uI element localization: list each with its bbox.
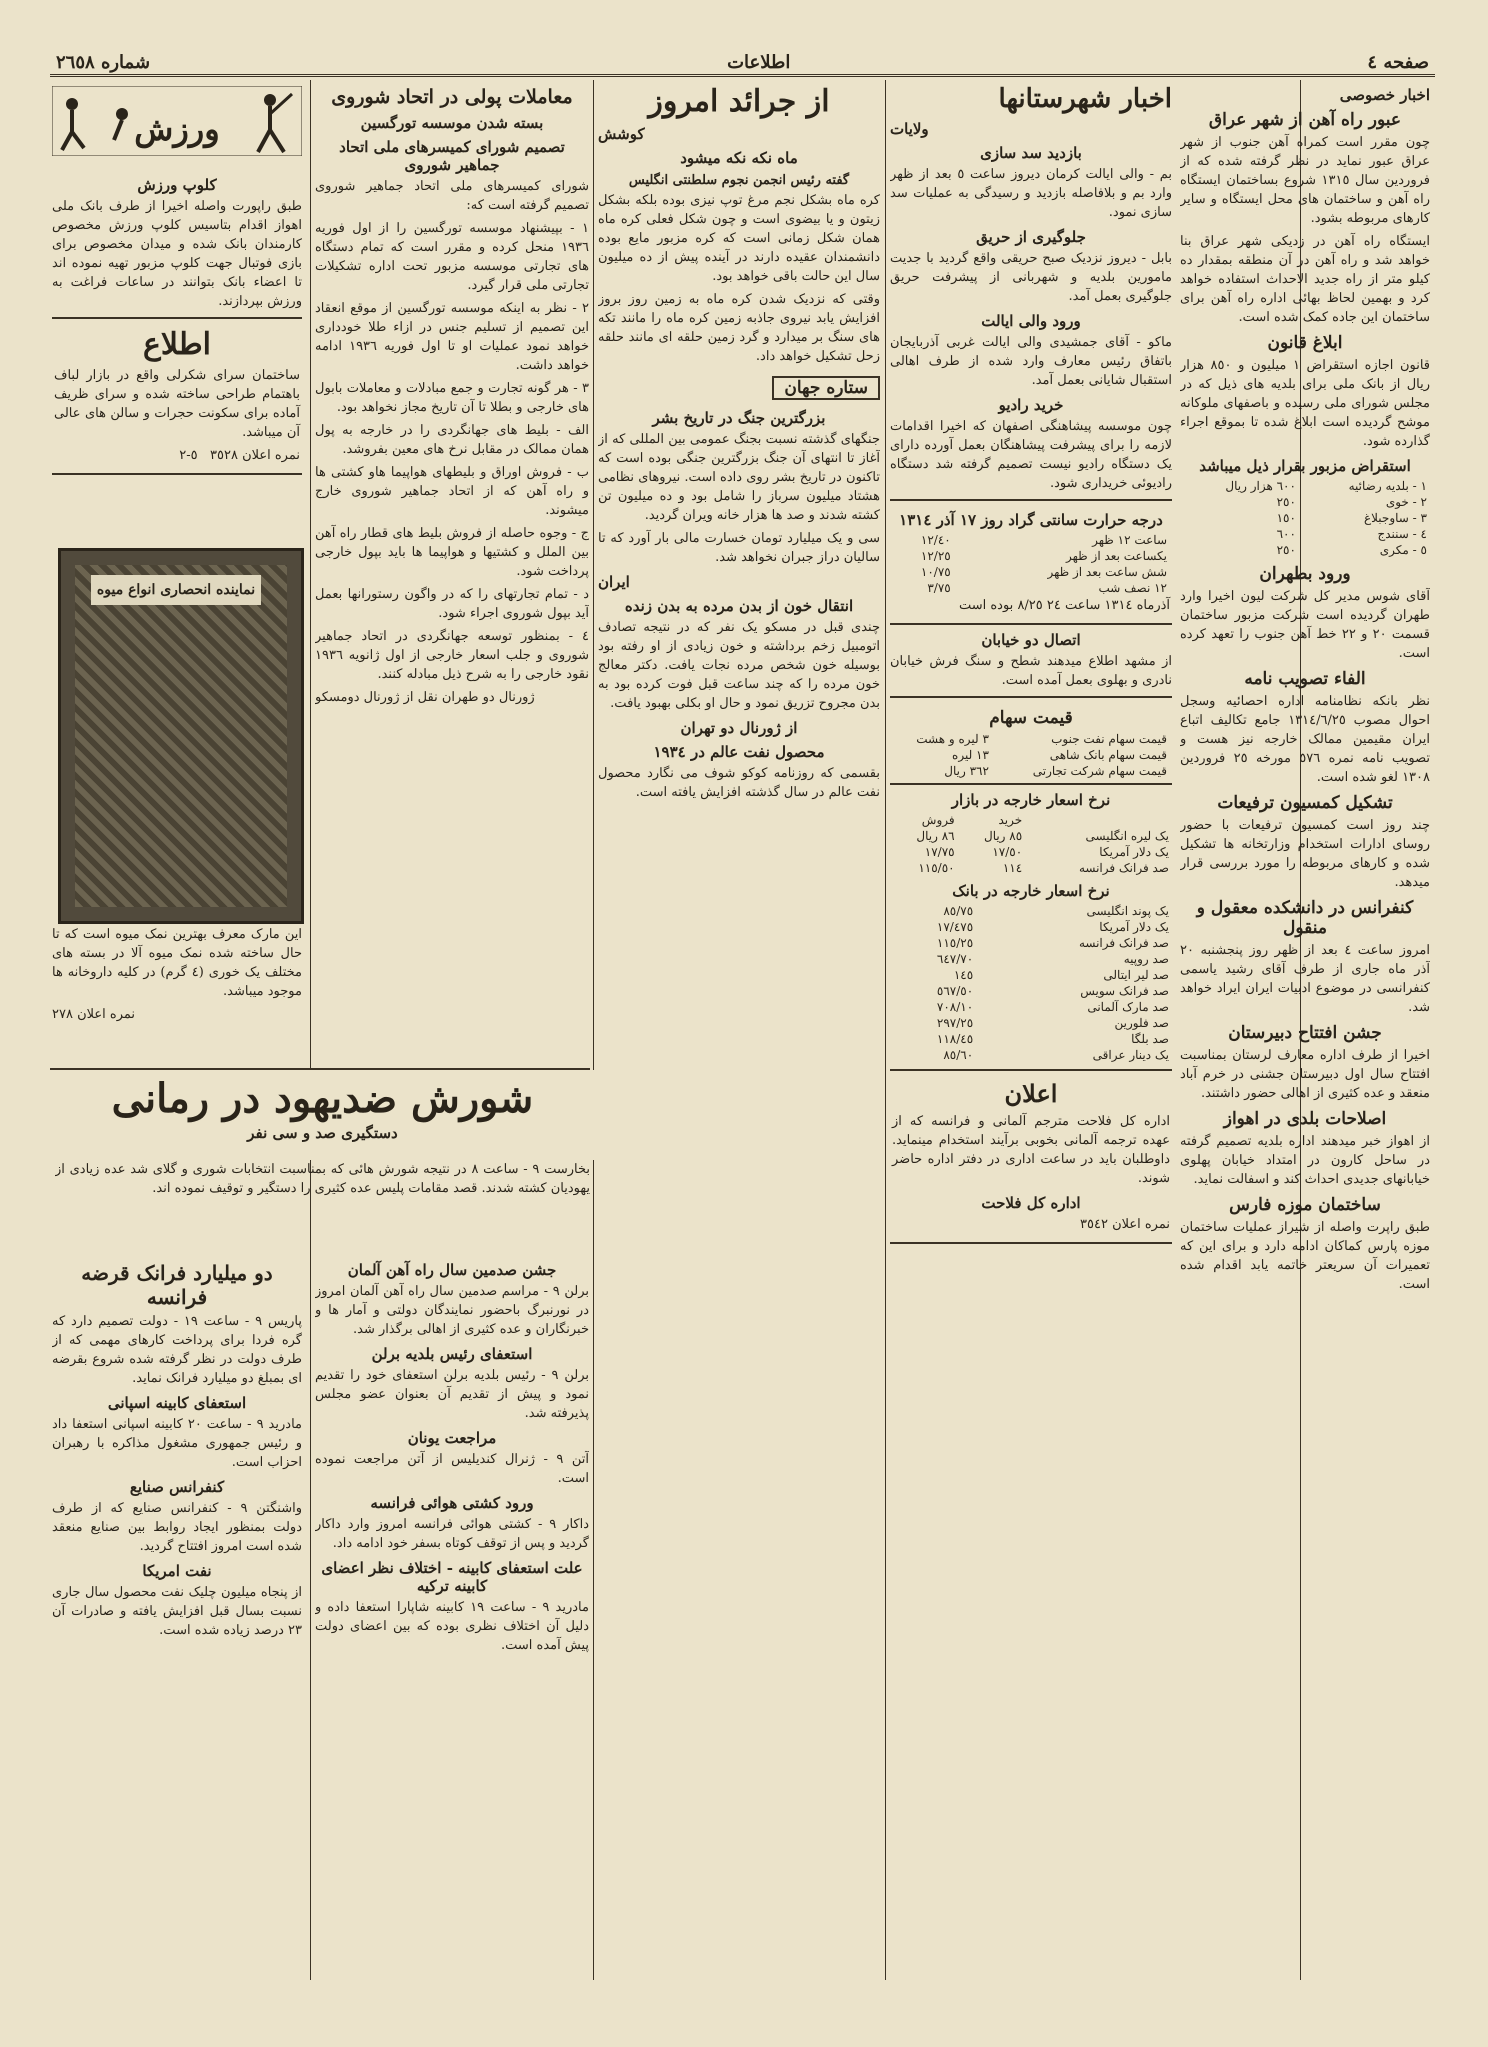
article-title: علت استعفای کابینه - اختلاف نظر اعضای کابینه ترکیه [321, 1559, 583, 1595]
column-sport [52, 170, 302, 540]
article-title: کنفرانس صنایع [129, 1478, 225, 1496]
ad-number: نمره اعلان ٣٥٤٢ [1080, 1217, 1170, 1232]
fx2-table [890, 903, 1172, 1063]
table-row: یک دینار عراقی ٨٥/٦٠ [943, 1048, 1169, 1062]
article-title: استعفای رئیس بلدیه برلن [371, 1345, 533, 1363]
wide-subheadline: دستگیری صد و سی نفر [247, 1124, 398, 1142]
article-text: بابل - دیروز نزدیک صبح حریقی واقع گردید با جدیت مامورین بلدیه و شهربانی از پیشرفت حریق جلوگیری بعمل آمد. [890, 251, 1172, 304]
article-text: مادرید ٩ - ساعت ١٩ کابینه شاپارا استعفا داده و دلیل آن اختلاف نظری بوده که بین اعضای دولت پیش آمده است. [315, 1600, 589, 1653]
article-text: آقای شوس مدیر کل شرکت لیون اخیرا وارد طهران گردیده است شرکت مزبور ساختمان قسمت ٢٠ و ٢٢ خط آهن جنوب را تعهد کرده است. [1180, 589, 1430, 661]
article-text: ب - فروش اوراق و بلیطهای هواپیما هاو کشتی ها و راه آهن که از اتحاد جماهیر شوروی خارج میشوند. [315, 465, 589, 518]
wide-headline-block [55, 1075, 590, 1160]
article-text: نظر بانکه نظامنامه اداره احصائیه وسجل احوال مصوب ١٣١٤/٦/٢٥ جامع تکالیف اتباع ایران مقیمین ممالک خارجه نیز هست و تصویب نامه نمره ٥٧٦ مورخه ٢٥ فروردین ١٣٠٨ لغو شده است. [1180, 694, 1430, 785]
fx-table [890, 812, 1172, 876]
table-row: ٤ - سنندج ٦٠٠ [1276, 527, 1427, 541]
article-title: عبور راه آهن از شهر عراق [1208, 110, 1402, 130]
table-row: ١٢ نصف شب ٣/٧٥ [927, 581, 1167, 595]
stocks-title: قیمت سهام [989, 708, 1073, 728]
article-subtitle: گفته رئیس انجمن نجوم سلطنتی انگلیس [628, 173, 850, 188]
table-row: قیمت سهام بانک شاهی ١٣ لیره [952, 748, 1167, 762]
stocks-box [890, 696, 1172, 785]
article-text: د - تمام تجارتهای را که در واگون رستورانها بعمل آید بپول شوروی اجراء شود. [315, 587, 589, 621]
table-row: ١ - بلدیه رضائیه ٦٠٠ هزار ریال [1225, 479, 1427, 493]
article-title: ورود کشتی هوائی فرانسه [370, 1494, 534, 1512]
poster-caption-block [52, 925, 302, 1065]
article-text: برلن ٩ - رئیس بلدیه برلن استعفای خود را تقدیم نمود و پیش از تقدیم آن بعنوان عضو مجلس پذیرفته شد. [315, 1368, 589, 1421]
article-text: کره ماه بشکل نجم مرغ توپ نیزی بوده بلکه بشکل زیتون و یا بیضوی است و چون شکل فعلی کره ماه همان شکل زمانی است که کره مزبور مایع بوده دانشمندان عقیده دارند در آینده پیش از ده میلیون سال این حالت باقی خواهد بود. [598, 193, 880, 284]
poster-text: نماینده انحصاری انواع میوه [91, 575, 261, 605]
article-text: چند روز است کمسیون ترفیعات با حضور روسای ادارات استخدام وزارتخانه ها تشکیل شده و کارهای مربوطه را مورد بررسی قرار میدهد. [1180, 818, 1430, 890]
article-subtitle: بسته شدن موسسه تورگسین [360, 114, 544, 132]
article-text: قانون اجازه استقراض ١ میلیون و ٨٥٠ هزار ریال از بانک ملی برای بلدیه های ذیل که در مجلس شورای ملی رسیده و باصفهای ملوکانه موشح گردیده است ابلاغ شده تا بموقع اجراء گذارده شود. [1180, 358, 1430, 449]
article-title: ماه نکه نکه میشود [680, 149, 798, 167]
article-text: واشنگتن ٩ - کنفرانس صنایع که از طرف دولت بمنظور ایجاد روابط بین صنایع منعقد شده است امروز افتتاح گردید. [52, 1501, 302, 1554]
article-text: ١ - بپیشنهاد موسسه تورگسین را از اول فوریه ١٩٣٦ منحل کرده و مقرر است که تمام دستگاه های تجارتی موسسه مزبور تحت اداره تشکیلات تجارتی ملی قرار گیرد. [315, 221, 589, 293]
table-row: یک دلار آمریکا ١٧/٤٧٥ [936, 920, 1169, 934]
sport-title: ورزش [134, 110, 220, 148]
article-text: داکار ٩ - کشتی هوائی فرانسه امروز وارد داکار گردید و پس از توقف کوتاه بسفر خود ادامه داد. [315, 1517, 589, 1551]
article-text: از مشهد اطلاع میدهند شطح و سنگ فرش خیابان نادری و بهلوی بعمل آمده است. [890, 654, 1172, 688]
notice-number: نمره اعلان ٣٥٢٨ ٥-٢ [179, 448, 300, 463]
article-text: وقتی که نزدیک شدن کره ماه به زمین روز بروز افزایش یابد نیروی جاذبه زمین کره ماه را مانند تکه های سنگ بر میدارد و گرد زمین حلقه ای مانند حلقه زحل تشکیل خواهد داد. [598, 292, 880, 364]
article-text: سی و یک میلیارد تومان خسارت مالی بار آورد که تا سالیان دراز جبران نخواهد شد. [598, 531, 880, 565]
article-text: امروز ساعت ٤ بعد از ظهر روز پنجشنبه ٢٠ آذر ماه جاری از طرف آقای رشید یاسمی کنفرانسی در موضوع ادبیات ایران ایراد خواهد شد. [1180, 943, 1430, 1015]
column-masthead: اخبار شهرستانها [998, 84, 1172, 114]
article-text: ٣ - هر گونه تجارت و جمع مبادلات و معاملات بابول های خارجی و بطلا تا آن تاریخ مجاز نخواهد بود. [315, 381, 589, 415]
article-title: کنفرانس در دانشکده معقول و منقول [1196, 898, 1414, 938]
table-row: صد فرانک سویس ٥٦٧/٥٠ [936, 984, 1169, 998]
article-title: الفاء تصویب نامه [1244, 669, 1366, 689]
article-title: جشن صدمین سال راه آهن آلمان [347, 1261, 557, 1279]
article-title: تشکیل کمسیون ترفیعات [1217, 793, 1393, 813]
table-row: قیمت سهام شرکت تجارتی ٣٦٢ ریال [944, 764, 1167, 778]
article-source: ژورنال دو طهران نقل از ژورنال دومسکو [315, 690, 535, 705]
page-header [50, 50, 1435, 77]
article-text: ماکو - آقای جمشیدی والی ایالت غربی آذربایجان باتفاق رئیس معارف وارد شده از طرف اهالی استقبال شایانی بعمل آمد. [890, 335, 1172, 388]
article-title: ابلاغ قانون [1267, 333, 1343, 353]
article-text: چون مقرر است کمراه آهن جنوب از شهر عراق عبور نماید در نظر گرفته شده که از فروردین سال ١٣١٥ شروع بساختمان ایستگاه راه آهن و ساختمان های محل ایستگاه و سایر کارهای مربوطه بشود. [1180, 135, 1430, 226]
poster-caption: این مارک معرف بهترین نمک میوه است که تا حال ساخته شده نمک میوه آلا در بسته های مختلف یک خوری (٤ گرم) در کلیه داروخانه ها موجود میباشد. [52, 927, 302, 999]
article-title: اتصال دو خیابان [981, 631, 1081, 649]
table-row: ٣ - ساوجبلاغ ١٥٠ [1276, 511, 1427, 525]
paper-name: اطلاعات [727, 51, 791, 73]
article-text: مادرید ٩ - ساعت ٢٠ کابینه اسپانی استعفا داد و رئیس جمهوری مشغول مذاکره با رهبران احزاب است. [52, 1417, 302, 1470]
section-title: ولایات [890, 120, 929, 138]
article-text: ایستگاه راه آهن در زدیکی شهر عراق بنا خواهد شد و راه آهن در آن منطقه بمقدار ده کیلو متر از راه جدید الاحداث استفاده خواهد کرد و بهمین لحاظ بهائی اداره راه آهن برای ساختمان این جاده کمک شده است. [1180, 234, 1430, 325]
article-title: جشن افتتاح دبیرستان [1228, 1023, 1382, 1043]
article-title: مراجعت یونان [407, 1429, 497, 1447]
article-title: کلوپ ورزش [137, 176, 217, 194]
fx2-title: نرخ اسعار خارجه در بانک [952, 882, 1110, 900]
article-text: اخیرا از طرف اداره معارف لرستان بمناسبت افتتاح سال اول دبیرستان جشنی در خرم آباد منعقد و عده کثیری از اهالی حضور داشتند. [1180, 1048, 1430, 1101]
advertisement-box [890, 1069, 1172, 1244]
table-row: شش ساعت بعد از ظهر ١٠/٧٥ [920, 565, 1167, 579]
fruit-salt-poster [58, 548, 304, 924]
wide-headline: شورش ضدیهود در رمانی [111, 1075, 534, 1122]
table-title: استقراض مزبور بقرار ذیل میباشد [1199, 457, 1411, 475]
article-title: جلوگیری از حریق [976, 228, 1086, 246]
loan-table [1180, 478, 1430, 558]
notice-box [52, 317, 302, 475]
article-title: خرید رادیو [998, 396, 1064, 414]
column-private-news [1180, 80, 1430, 1960]
table-row: صد لیر ایتالی ١٤٥ [953, 968, 1169, 982]
article-text: الف - بلیط های جهانگردی را در خارجه به پول همان ممالک در مقابل نرخ های معین بفروشد. [315, 423, 589, 457]
article-text: چون موسسه پیشاهنگی اصفهان که اخیرا اقدامات لازمه را برای پیشرفت پیشاهنگان بعمل آورده دارای یک دستگاه رادیو نیست تصمیم گرفته شد دستگاه رادیوئی خریداری شود. [890, 419, 1172, 491]
notice-title: اطلاع [142, 327, 211, 362]
ad-title: اعلان [1004, 1079, 1058, 1108]
article-text: ج - وجوه حاصله از فروش بلیط های قطار راه آهن بین الملل و کشتیها و هواپیما ها باید بپول خارجی پرداخت شود. [315, 526, 589, 579]
kicker: اخبار خصوصی [1339, 86, 1430, 104]
caption-number: نمره اعلان ٢٧٨ [52, 1007, 136, 1022]
article-title: معاملات پولی در اتحاد شوروی [331, 86, 573, 108]
article-text: پاریس ٩ - ساعت ١٩ - دولت تصمیم دارد که گره فردا برای پرداخت کارهای مهمی که از طرف دولت در نظر گرفته شده شروع بقرضه ای بمبلغ دو میلیارد فرانک نماید. [52, 1314, 302, 1386]
article-title: محصول نفت عالم در ١٩٣٤ [653, 743, 825, 761]
column-title: از جرائد امروز [648, 84, 830, 119]
article-title: دو میلیارد فرانک قرضه فرانسه [81, 1261, 273, 1309]
sport-header [52, 110, 302, 170]
article-text: طبق راپرت واصله از شیراز عملیات ساختمان موزه پارس کماکان ادامه دارد و برای این که تعمیرات آن سریعتر خاتمه یابد اقدام شده است. [1180, 1220, 1430, 1292]
table-row: ٥ - مکری ٢٥٠ [1276, 543, 1427, 557]
stocks-table [892, 731, 1170, 779]
article-text: شورای کمیسرهای ملی اتحاد جماهیر شوروی تصمیم گرفته است که: [315, 179, 589, 213]
temperature-title: درجه حرارت سانتی گراد روز ١٧ آذر ١٣١٤ [899, 511, 1163, 529]
source-name: از ژورنال دو تهران [680, 719, 798, 737]
table-row: ٢ - خوی ٢٥٠ [1276, 495, 1427, 509]
article-title: ورود والی ایالت [981, 312, 1081, 330]
article-text: طبق راپورت واصله اخیرا از طرف بانک ملی اهواز اقدام بتاسیس کلوپ ورزش مخصوص کارمندان بانک شده و میدان مخصوص برای بازی فوتبال جهت کلوپ مزبور تهیه نموده اند تا اعضاء بانک بتوانند در ساعات فراغت به ورزش بپردازند. [52, 199, 302, 309]
article-subtitle: تصمیم شورای کمیسرهای ملی اتحاد جماهیر شوروی [339, 138, 565, 174]
ad-signature: اداره کل فلاحت [981, 1194, 1081, 1212]
table-row: صد بلگا ١١٨/٤٥ [936, 1032, 1169, 1046]
article-text: آتن ٩ - ژنرال کندیلیس از آتن مراجعت نموده است. [315, 1452, 589, 1486]
article-text: بم - والی ایالت کرمان دیروز ساعت ٥ بعد از ظهر وارد بم و بلافاصله بازدید و رسیدگی به عملیات سد سازی نمود. [890, 167, 1172, 220]
temperature-table [892, 532, 1170, 596]
source-name: ایران [598, 573, 630, 591]
table-row: قیمت سهام نفت جنوب ٣ لیره و هشت [916, 732, 1167, 746]
column-foreign-news [315, 1255, 589, 1980]
article-text: ٢ - نظر به اینکه موسسه تورگسین از موقع انعقاد این تصمیم از تسلیم جنس در ازاء طلا خودداری خواهد نمود عملیات او تا اول فوریه ١٩٣٦ ادامه خواهد داشت. [315, 301, 589, 373]
article-text: چندی قبل در مسکو یک نفر که در نتیجه تصادف اتومبیل زخم برداشته و خون زیادی از او رفته بود بوسیله خون شخص مرده نجات یافت. دکتر معالج خون مرده را که چند ساعت قبل فوت کرده بود به بدن مجروح تزریق نمود و حال او بکلی بهبود یافت. [598, 620, 880, 711]
notice-text: ساختمان سرای شکرلی واقع در بازار لباف باهتمام طراحی ساخته شده و سرای ظریف آماده برای سکونت حجرات و سالن های عالی آن میباشد. [54, 368, 300, 440]
article-title: اصلاحات بلدی در اهواز [1223, 1109, 1387, 1129]
column-soviet-finance [315, 80, 589, 1065]
article-title: نفت امریکا [142, 1562, 212, 1580]
article-text: برلن ٩ - مراسم صدمین سال راه آهن آلمان امروز در نورنبرگ باحضور نمایندگان دولتی و آمار ها و خبرنگاران و عده کثیری از اهالی برگذار شد. [315, 1284, 589, 1337]
article-title: ساختمان موزه فارس [1229, 1195, 1381, 1215]
article-text: جنگهای گذشته نسبت بجنگ عمومی بین المللی که از آغاز تا انتهای آن جنگ بزرگترین جنگی بوده است که تاکنون در تاریخ بشر روی داده است. نیروهای نظامی هشتاد میلیون سرباز را شامل بود و ده میلیون تن کشته شدند و صد ها هزار خانه ویران گردید. [598, 432, 880, 523]
article-title: بزرگترین جنگ در تاریخ بشر [652, 409, 826, 427]
ad-text: اداره کل فلاحت مترجم آلمانی و فرانسه که از عهده ترجمه آلمانی بخوبی برآیند استخدام مینماید. داوطلبان باید در ساعت اداری در دفتر اداره حاضر شوند. [892, 1114, 1170, 1186]
source-name: ستاره جهان [772, 376, 880, 400]
issue-number: شماره ٢٦٥٨ [56, 51, 151, 73]
table-row: صد فلورین ٢٩٧/٢٥ [936, 1016, 1169, 1030]
table-row: صد فرانک فرانسه ١١٤ ١١٥/٥٠ [918, 861, 1169, 875]
page-number: صفحه ٤ [1367, 51, 1429, 73]
table-row: صد فرانک فرانسه ١١٥/٢٥ [936, 936, 1169, 950]
table-row: صد روپیه ٦٤٧/٧٠ [936, 952, 1169, 966]
table-header: خرید فروش [921, 813, 1023, 827]
table-row: یک لیره انگلیسی ٨٥ ریال ٨٦ ریال [916, 829, 1169, 843]
column-press-review [598, 80, 880, 1970]
column-foreign-news-2 [52, 1255, 302, 1980]
table-row: ساعت ١٢ ظهر ١٢/٤٠ [920, 533, 1167, 547]
article-title: ورود بطهران [1259, 564, 1351, 584]
article-text: از پنجاه میلیون چلیک نفت محصول سال جاری نسبت بسال قبل افزایش یافته و صادرات آن ٢٣ درصد زیاده شده است. [52, 1585, 302, 1638]
article-title: استعفای کابینه اسپانی [107, 1394, 247, 1412]
article-text: از اهواز خبر میدهند اداره بلدیه تصمیم گرفته در ساحل کارون در امتداد خیابان پهلوی خیابانهای جدیدی احداث کند و اسفالت نماید. [1180, 1134, 1430, 1187]
temperature-note: آذرماه ١٣١٤ ساعت ٢٤ ٨/٢٥ بوده است [958, 598, 1170, 613]
article-title: انتقال خون از بدن مرده به بدن زنده [624, 597, 854, 615]
wide-body [55, 1160, 590, 1250]
fx-title: نرخ اسعار خارجه در بازار [951, 791, 1111, 809]
table-row: یکساعت بعد از ظهر ١٢/٢٥ [920, 549, 1167, 563]
temperature-box [890, 499, 1172, 625]
column-provinces [890, 80, 1172, 1970]
article-text: بقسمی که روزنامه کوکو شوف می نگارد محصول نفت عالم در سال گذشته افزایش یافته است. [598, 766, 880, 800]
table-row: یک دلار آمریکا ١٧/٥٠ ١٧/٧٥ [924, 845, 1169, 859]
table-row: یک پوند انگلیسی ٨٥/٧٥ [943, 904, 1169, 918]
source-name: کوشش [598, 125, 645, 143]
article-title: بازدید سد سازی [980, 144, 1082, 162]
article-text: بخارست ٩ - ساعت ٨ در نتیجه شورش هائی که بمناسبت انتخابات شوری و گلای شد عده زیادی از یهودیان کشته شدند. قصد مقامات پلیس عده کثیری را دستگیر و توقیف نموده اند. [55, 1162, 590, 1196]
article-text: ٤ - بمنظور توسعه جهانگردی در اتحاد جماهیر شوروی و جلب اسعار خارجی از اول ژانویه ١٩٣٦ نقود خارجی را به شرح ذیل مبادله کنند. [315, 629, 589, 682]
table-row: صد مارک آلمانی ٧٠٨/١٠ [936, 1000, 1169, 1014]
